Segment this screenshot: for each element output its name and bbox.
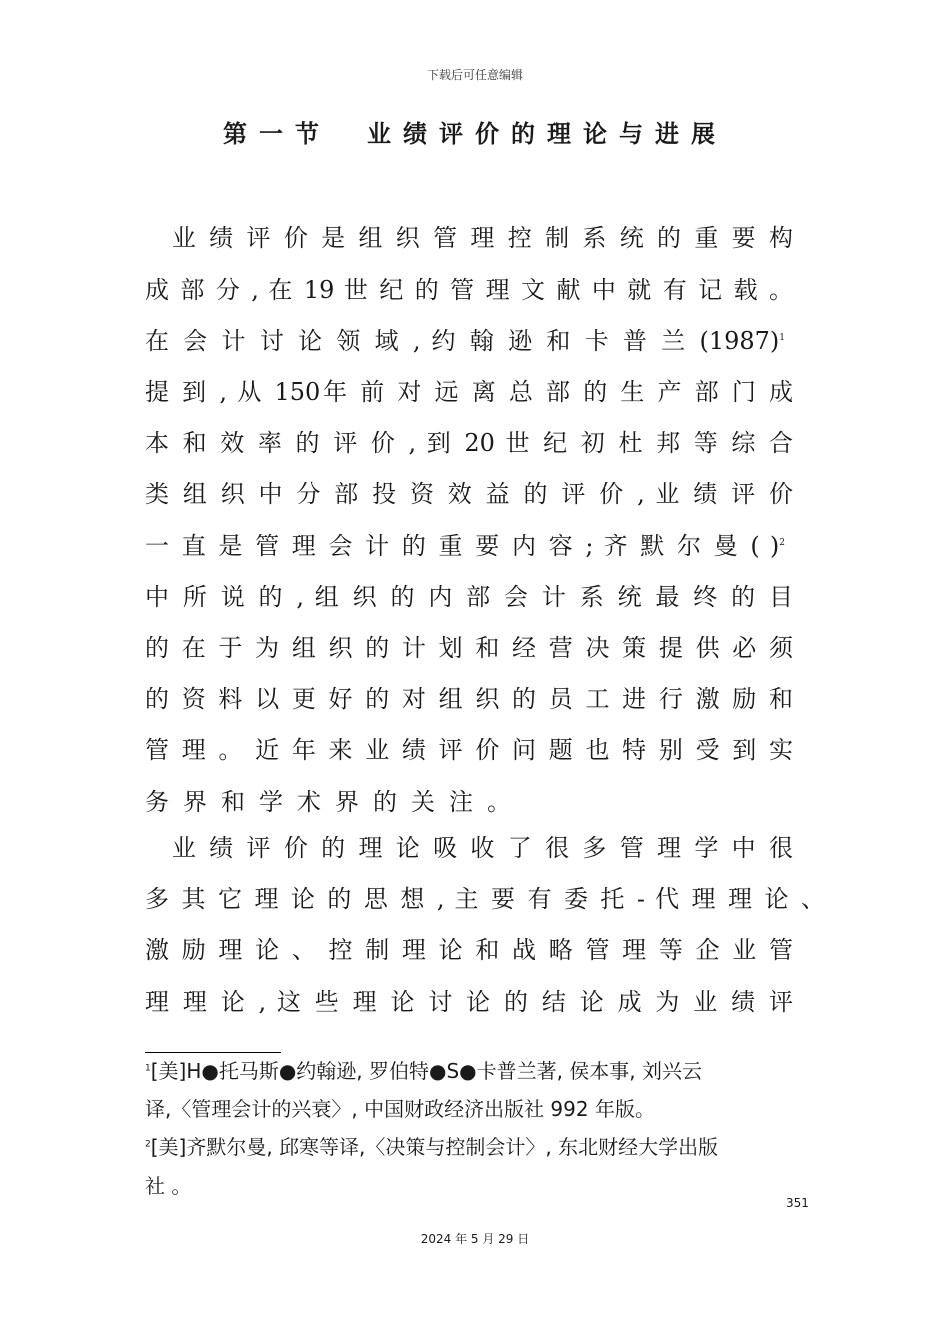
body-line-text: 在 会 计 讨 论 领 域 , 约 翰 逊 和 卡 普 兰 (1987) — [145, 327, 780, 355]
footer-date: 2024 年 5 月 29 日 — [420, 1232, 530, 1246]
header-note: 下载后可任意编辑 — [426, 68, 523, 82]
footnote-mark: 1 — [145, 1063, 151, 1074]
footnote-mark: 2 — [145, 1139, 151, 1150]
body-line: 的 资 料 以 更 好 的 对 组 织 的 员 工 进 行 激 励 和 — [145, 685, 793, 713]
body-line: 多 其 它 理 论 的 思 想 , 主 要 有 委 托 - 代 理 理 论 、 — [145, 885, 825, 913]
footnote-2 — [145, 1128, 795, 1166]
body-line — [145, 323, 785, 359]
footnote-2-cont: 社 。 — [145, 1174, 192, 1198]
body-line: 中 所 说 的 , 组 织 的 内 部 会 计 系 统 最 终 的 目 — [145, 583, 793, 611]
body-line: 务界和学术界的关注。 — [145, 788, 525, 816]
body-line: 激 励 理 论 、 控 制 理 论 和 战 略 管 理 等 企 业 管 — [145, 936, 793, 964]
section-heading: 业绩评价的理论与进展 — [367, 120, 727, 148]
body-line: 管 理 。 近 年 来 业 绩 评 价 问 题 也 特 别 受 到 实 — [145, 736, 793, 764]
page-number: 351 — [786, 1196, 809, 1210]
body-line: 理 理 论 , 这 些 理 论 讨 论 的 结 论 成 为 业 绩 评 — [145, 988, 793, 1016]
footnote-text: [美]齐默尔曼, 邱寒等译,〈决策与控制会计〉, 东北财经大学出版 — [150, 1135, 719, 1159]
body-line: 的 在 于 为 组 织 的 计 划 和 经 营 决 策 提 供 必 须 — [145, 634, 793, 662]
footnote-1 — [145, 1052, 795, 1090]
section-title — [0, 114, 950, 149]
body-line: 本 和 效 率 的 评 价 , 到 20 世 纪 初 杜 邦 等 综 合 — [145, 429, 793, 457]
footnote-1-cont: 译,〈管理会计的兴衰〉, 中国财政经济出版社 992 年版。 — [145, 1097, 655, 1121]
body-line: 业 绩 评 价 的 理 论 吸 收 了 很 多 管 理 学 中 很 — [145, 834, 793, 862]
body-line: 业 绩 评 价 是 组 织 管 理 控 制 系 统 的 重 要 构 — [145, 224, 793, 252]
body-line-text: 一 直 是 管 理 会 计 的 重 要 内 容 ; 齐 默 尔 曼 ( ) — [145, 532, 780, 560]
body-line — [145, 528, 785, 564]
body-line: 类 组 织 中 分 部 投 资 效 益 的 评 价 , 业 绩 评 价 — [145, 480, 793, 508]
body-line: 成 部 分 , 在 19 世 纪 的 管 理 文 献 中 就 有 记 载 。 — [145, 276, 793, 304]
body-line: 提 到 , 从 150年 前 对 远 离 总 部 的 生 产 部 门 成 — [145, 378, 793, 406]
footnote-text: [美]H●托马斯●约翰逊, 罗伯特●S●卡普兰著, 侯本事, 刘兴云 — [150, 1059, 703, 1083]
footnote-ref-1: 1 — [779, 333, 785, 343]
footnote-ref-2: 2 — [779, 538, 785, 548]
section-number: 第一节 — [223, 120, 331, 148]
